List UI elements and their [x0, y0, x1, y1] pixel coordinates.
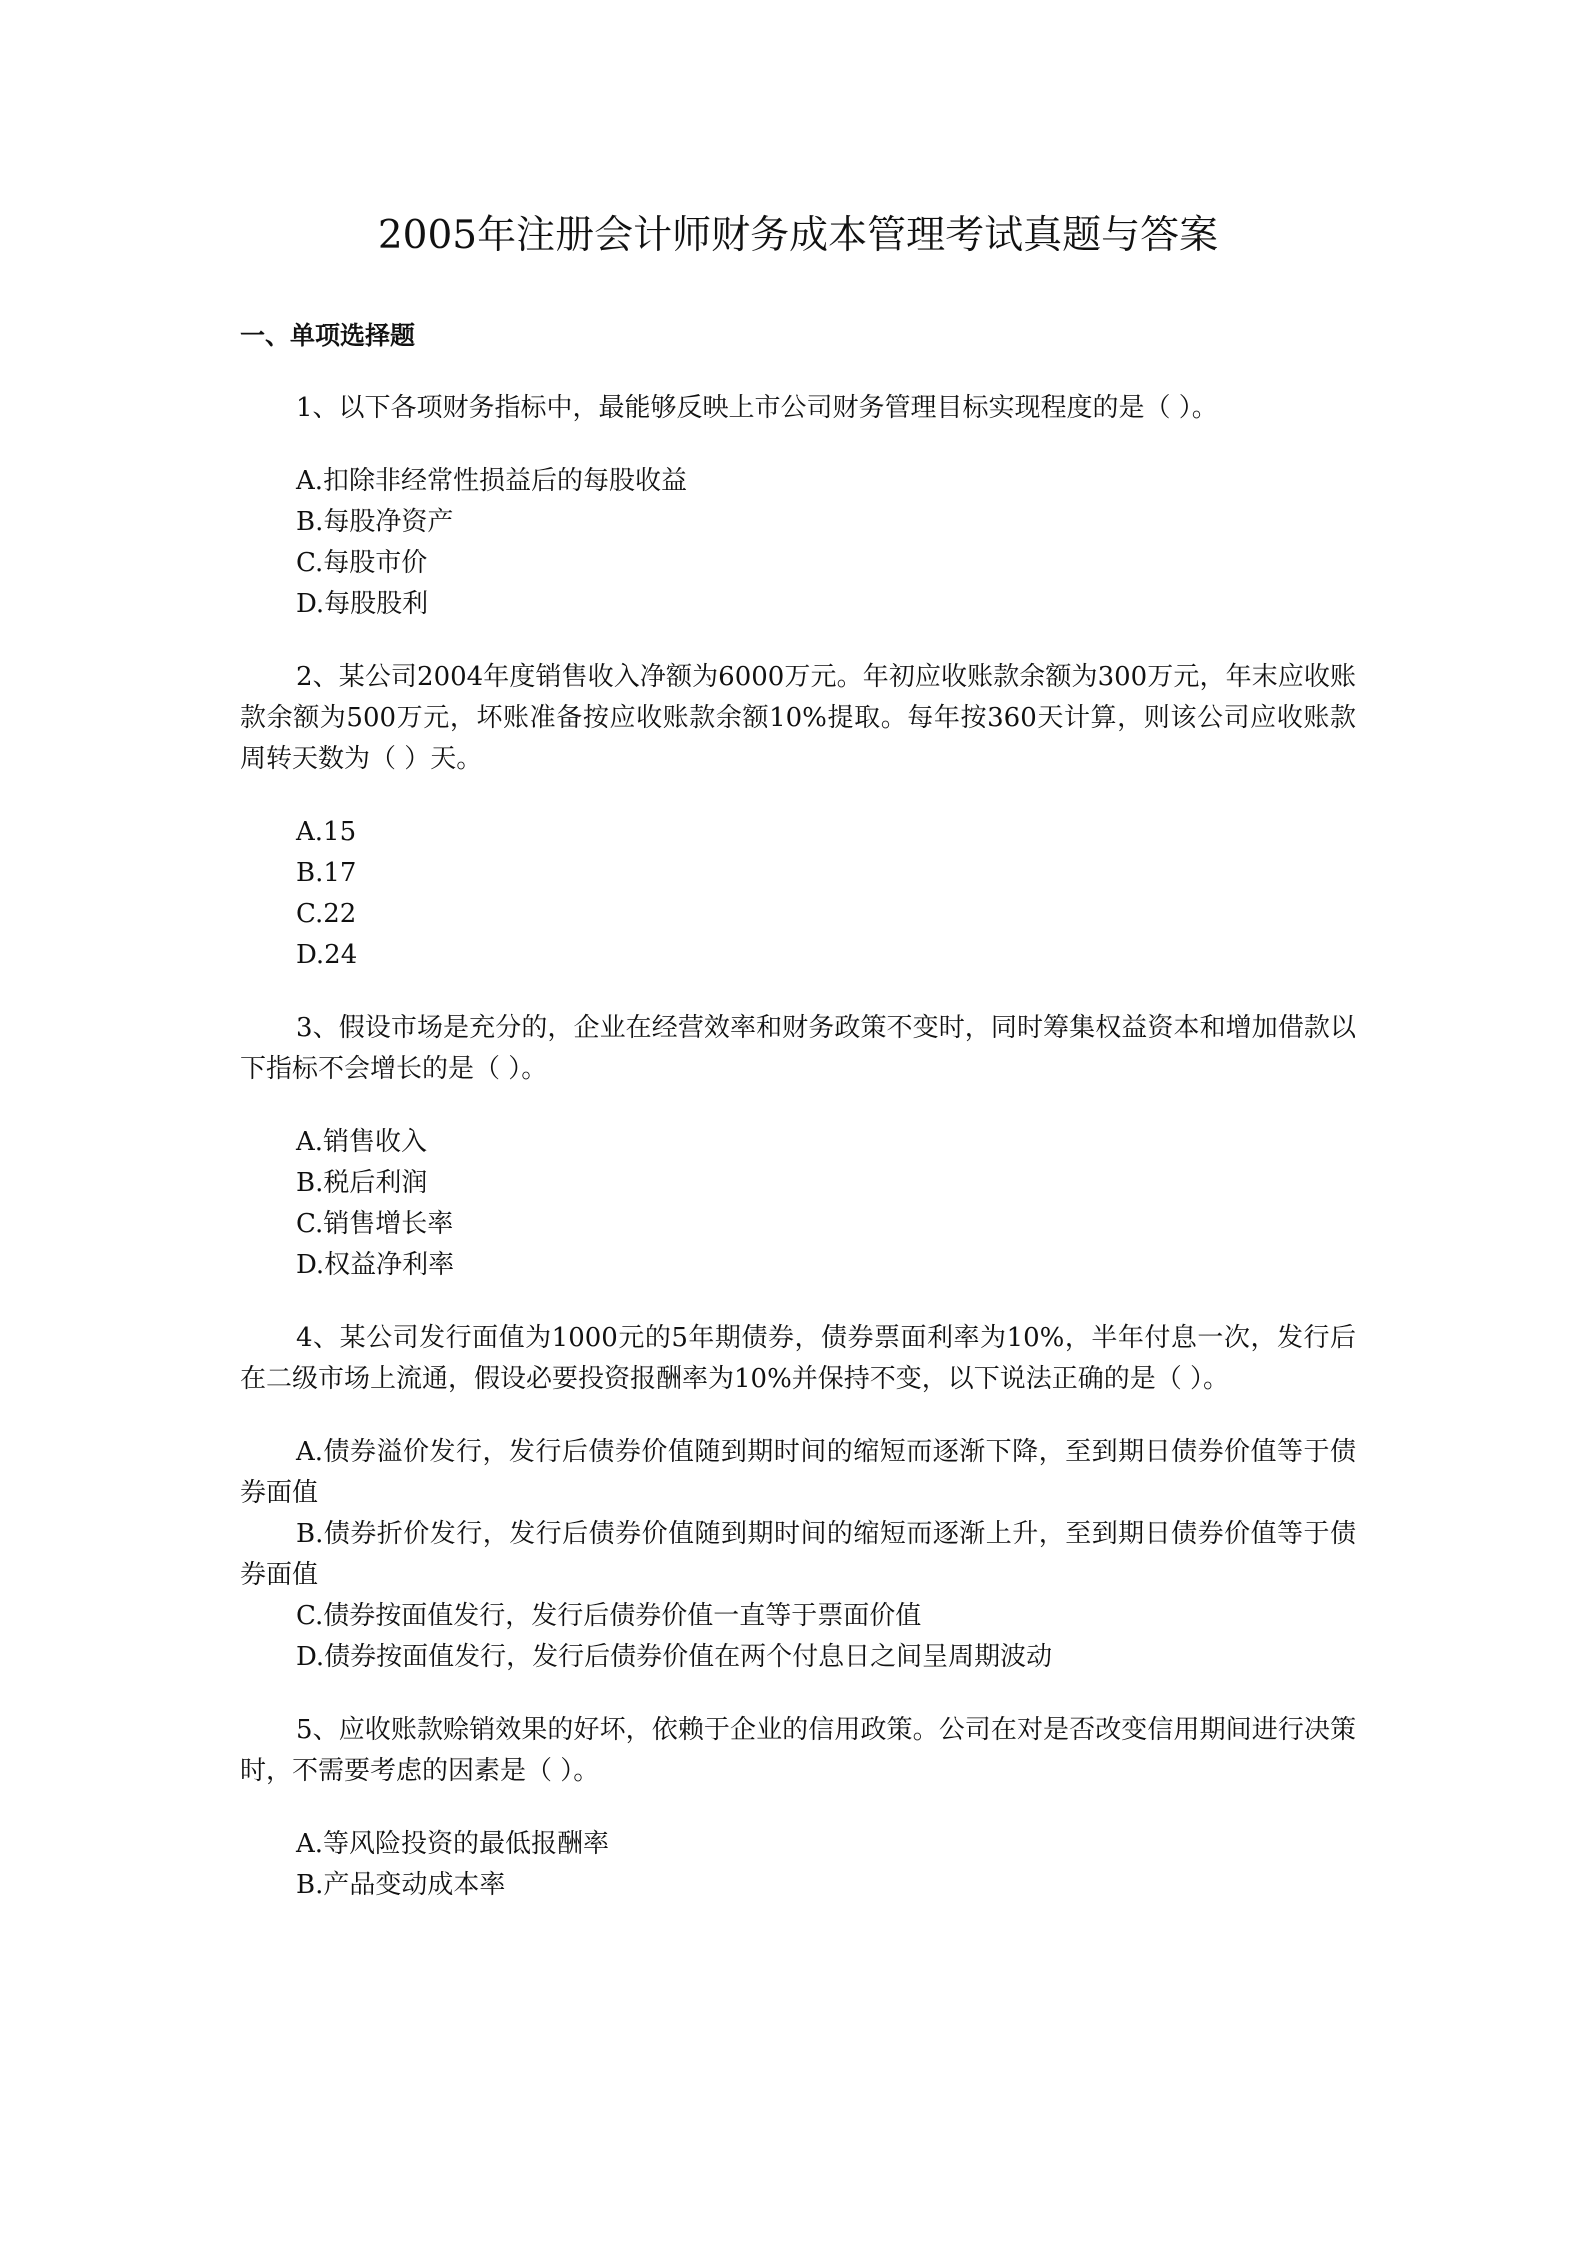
option-c: C.每股市价 — [296, 548, 428, 578]
question-text: 3、假设市场是充分的，企业在经营效率和财务政策不变时，同时筹集权益资本和增加借款以下指标不会增长的是（ ）。 — [240, 1013, 1356, 1084]
option-list — [240, 812, 1356, 976]
question-text: 5、应收账款赊销效果的好坏，依赖于企业的信用政策。公司在对是否改变信用期间进行决策时，不需要考虑的因素是（ ）。 — [240, 1715, 1356, 1786]
question-text: 1、以下各项财务指标中，最能够反映上市公司财务管理目标实现程度的是（ ）。 — [296, 393, 1218, 423]
question-text: 2、某公司2004年度销售收入净额为6000万元。年初应收账款余额为300万元，年末应收账款余额为500万元，坏账准备按应收账款余额10%提取。每年按360天计算，则该公司应收账款周转天数为（ ）天。 — [240, 662, 1356, 774]
option-list — [240, 461, 1356, 625]
option-d: D.权益净利率 — [296, 1250, 455, 1280]
option-list — [240, 1824, 1356, 1906]
option-d: D.债券按面值发行，发行后债券价值在两个付息日之间呈周期波动 — [296, 1642, 1053, 1672]
option-list — [240, 1122, 1356, 1286]
option-b: B.每股净资产 — [296, 507, 454, 537]
question-block-3 — [240, 1008, 1356, 1286]
section-heading: 一、单项选择题 — [240, 321, 416, 350]
option-d: D.每股股利 — [296, 589, 429, 619]
option-list — [240, 1432, 1356, 1678]
option-c: C.销售增长率 — [296, 1209, 454, 1239]
option-a: A.等风险投资的最低报酬率 — [296, 1829, 610, 1859]
option-a: A.扣除非经常性损益后的每股收益 — [296, 466, 688, 496]
option-b: B.17 — [296, 858, 357, 888]
option-c: C.债券按面值发行，发行后债券价值一直等于票面价值 — [296, 1601, 922, 1631]
option-b: B.产品变动成本率 — [296, 1870, 506, 1900]
option-b: B.税后利润 — [296, 1168, 428, 1198]
question-block-5 — [240, 1710, 1356, 1906]
option-a: A.15 — [296, 817, 357, 847]
question-block-1 — [240, 388, 1356, 625]
question-text: 4、某公司发行面值为1000元的5年期债券，债券票面利率为10%，半年付息一次，发行后在二级市场上流通，假设必要投资报酬率为10%并保持不变，以下说法正确的是（ ）。 — [240, 1323, 1356, 1394]
option-d: D.24 — [296, 940, 358, 970]
document-title: 2005年注册会计师财务成本管理考试真题与答案 — [377, 213, 1219, 258]
option-c: C.22 — [296, 899, 357, 929]
option-a: A.债券溢价发行，发行后债券价值随到期时间的缩短而逐渐下降，至到期日债券价值等于债券面值 — [240, 1437, 1356, 1508]
question-block-4 — [240, 1318, 1356, 1678]
option-b: B.债券折价发行，发行后债券价值随到期时间的缩短而逐渐上升，至到期日债券价值等于债券面值 — [240, 1519, 1356, 1590]
question-block-2 — [240, 657, 1356, 976]
option-a: A.销售收入 — [296, 1127, 428, 1157]
